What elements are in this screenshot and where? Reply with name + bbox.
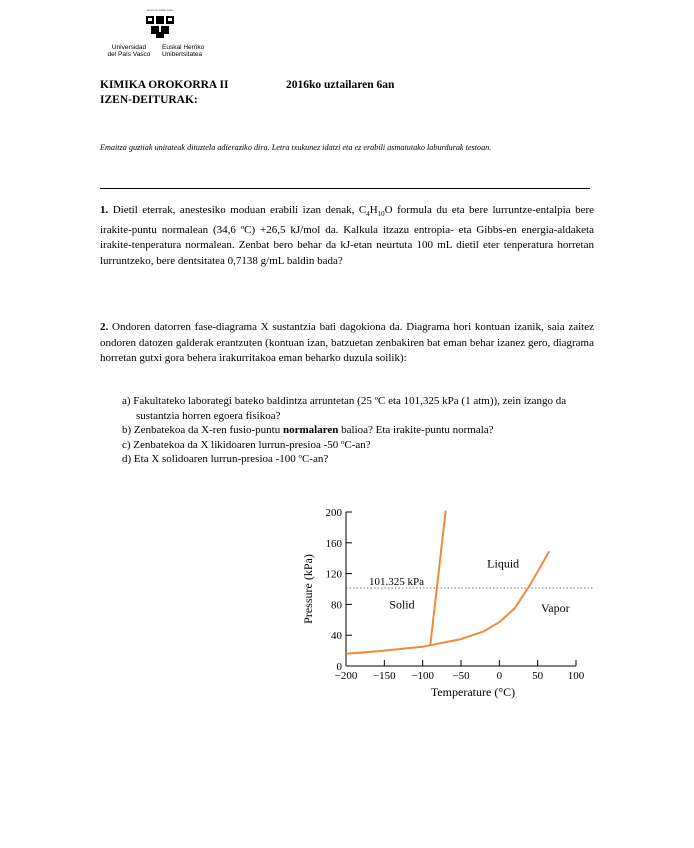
university-logo bbox=[100, 8, 220, 60]
question-2c: c) Zenbatekoa da X likidoaren lurrun-presioa -50 ºC-an? bbox=[122, 438, 371, 451]
y-axis-title: Pressure (kPa) bbox=[301, 554, 315, 624]
question-2-number: 2. bbox=[100, 321, 109, 333]
x-axis-title: Temperature (°C) bbox=[430, 685, 516, 699]
x-tick-label: 50 bbox=[532, 670, 544, 682]
question-2: 2. Ondoren datorren fase-diagrama X sustantzia bati dagokiona da. Diagrama hori kontuan izanik, saia zaitez ondoren datozen galderak erantzuten (kontuan izan, batzuetan zenbakiren bat eman behar izanez gero, diagrama horretan gutxi gora behera irakurritakoa eman beharko duzula soilik): bbox=[100, 321, 595, 365]
x-tick-label: −150 bbox=[372, 670, 396, 682]
y-tick-label: 200 bbox=[325, 507, 342, 519]
logo-name-eu: Euskal Herriko Unibertsitatea bbox=[162, 44, 205, 58]
region-label-solid: Solid bbox=[389, 597, 415, 612]
question-2-items bbox=[122, 394, 596, 467]
region-label-liquid: Liquid bbox=[487, 556, 520, 571]
question-2d: d) Eta X solidoaren lurrun-presioa -100 ºC-an? bbox=[122, 453, 329, 465]
question-2a: a) Fakultateko laborategi bateko baldintza arruntetan (25 ºC eta 101,325 kPa (1 atm)), zein izango da sustantzia horren egoera fisikoa? bbox=[122, 395, 567, 422]
x-tick-label: −200 bbox=[334, 670, 358, 682]
logo-tagline: eman ta zabal zazu bbox=[146, 8, 173, 12]
question-1-number: 1. bbox=[100, 204, 109, 216]
y-tick-label: 40 bbox=[331, 630, 342, 643]
x-tick-label: −100 bbox=[411, 670, 435, 682]
region-label-vapor: Vapor bbox=[540, 601, 570, 616]
x-tick-label: 100 bbox=[567, 670, 585, 682]
name-label: IZEN-DEITURAK: bbox=[100, 94, 198, 106]
y-tick-label: 120 bbox=[325, 568, 342, 581]
phase-diagram bbox=[296, 502, 616, 722]
y-tick-label: 0 bbox=[336, 661, 342, 673]
y-tick-label: 80 bbox=[331, 599, 342, 612]
question-2b: b) Zenbatekoa da X-ren fusio-puntu normalaren balioa? Eta irakite-puntu normala? bbox=[122, 424, 494, 436]
divider bbox=[100, 188, 590, 189]
exam-date: 2016ko uztailaren 6an bbox=[286, 79, 395, 91]
course-title: KIMIKA OROKORRA II bbox=[100, 79, 229, 91]
curve-fusion bbox=[430, 511, 445, 646]
ehu-emblem-icon bbox=[144, 12, 176, 40]
x-tick-label: −50 bbox=[452, 670, 470, 682]
curve-sublimation bbox=[346, 645, 430, 654]
logo-name-es: Universidad del País Vasco bbox=[107, 44, 151, 58]
x-tick-label: 0 bbox=[496, 670, 503, 682]
question-1: 1. Dietil eterrak, anestesiko moduan erabili izan denak, $C_4H_{10}O$ formula du eta bere lurruntze-entalpia bere irakite-puntu normalean (34,6 ºC) +26,5 kJ/mol da. Kalkula itzazu entropia- eta Gibbs-en energia-aldaketa irakite-tenperatura normalean. Zenbat bero behar da kJ-etan neurtuta 100 mL dietil eter tenperatura horretan lurruntzeko, bere dentsitatea 0,7138 g/mL baldin bada? bbox=[100, 204, 594, 267]
reference-line-label: 101.325 kPa bbox=[369, 575, 424, 588]
formula: $C_4H_{10}O$ bbox=[358, 204, 393, 219]
y-tick-label: 160 bbox=[325, 537, 342, 550]
instructions: Emaitza guztiak unitateak dituztela adieraziko dira. Letra txukunez idatzi eta ez erabili asmatutako laburdurak testoan. bbox=[100, 143, 492, 152]
